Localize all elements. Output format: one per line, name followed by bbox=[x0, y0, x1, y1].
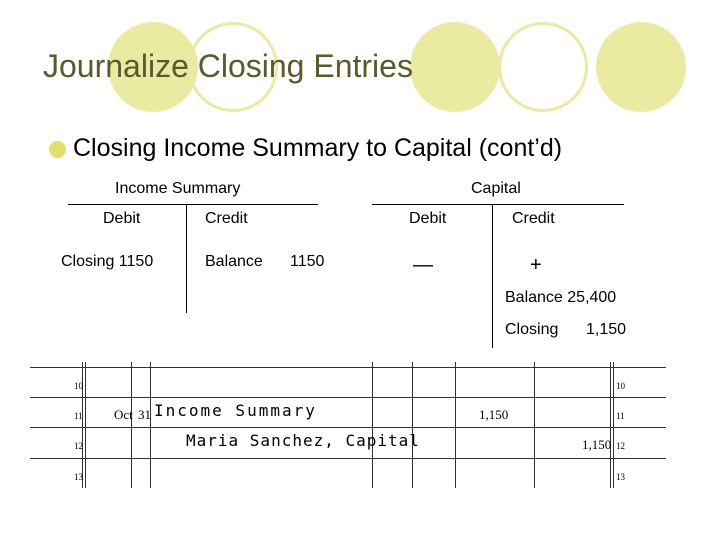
income-summary-debit-header: Debit bbox=[103, 210, 141, 227]
decor-circle-5 bbox=[596, 22, 686, 112]
income-summary-divider bbox=[186, 205, 187, 313]
journal-col-line bbox=[455, 362, 456, 488]
capital-credit-closing-label: Closing bbox=[505, 321, 559, 338]
journal-line-number-right: 13 bbox=[616, 472, 625, 482]
journal-col-line bbox=[412, 362, 413, 488]
bullet-icon bbox=[49, 141, 66, 158]
journal-entry1-debit: 1,150 bbox=[479, 407, 509, 422]
general-journal-image bbox=[30, 362, 666, 488]
bullet-text: Closing Income Summary to Capital (cont’d) bbox=[73, 134, 563, 162]
journal-entry1-account: Income Summary bbox=[154, 401, 317, 420]
journal-line-number: 12 bbox=[74, 441, 83, 451]
capital-debit-sign: — bbox=[413, 254, 433, 276]
journal-day: 31 bbox=[138, 407, 151, 422]
capital-title: Capital bbox=[471, 180, 521, 197]
journal-col-line bbox=[534, 362, 535, 488]
journal-line-number: 13 bbox=[74, 472, 83, 482]
journal-entry2-credit: 1,150 bbox=[582, 437, 612, 452]
decor-circle-3 bbox=[410, 22, 500, 112]
journal-line-number: 10 bbox=[74, 381, 83, 391]
slide-title: Journalize Closing Entries bbox=[43, 48, 413, 84]
income-summary-debit-entry: Closing 1150 bbox=[61, 253, 154, 270]
journal-month: Oct bbox=[114, 407, 133, 422]
capital-credit-sign: + bbox=[530, 254, 542, 276]
journal-line-number-right: 12 bbox=[616, 441, 625, 451]
journal-row-line bbox=[30, 458, 666, 459]
decor-circle-4 bbox=[498, 22, 588, 112]
journal-col-line bbox=[613, 362, 614, 488]
journal-row-line bbox=[30, 427, 666, 428]
journal-col-line bbox=[610, 362, 611, 488]
income-summary-title: Income Summary bbox=[115, 180, 241, 197]
income-summary-credit-amount: 1150 bbox=[290, 253, 325, 270]
journal-col-line bbox=[85, 362, 86, 488]
income-summary-credit-header: Credit bbox=[205, 210, 248, 227]
income-summary-top-line bbox=[68, 204, 318, 205]
journal-line-number-right: 11 bbox=[616, 411, 625, 421]
capital-credit-header: Credit bbox=[512, 210, 555, 227]
income-summary-credit-label: Balance bbox=[205, 253, 263, 270]
journal-row-line bbox=[30, 367, 666, 368]
capital-top-line bbox=[372, 204, 624, 205]
capital-credit-closing-amount: 1,150 bbox=[586, 321, 627, 338]
capital-divider bbox=[492, 205, 493, 348]
journal-entry2-account: Maria Sanchez, Capital bbox=[186, 431, 420, 450]
journal-col-line bbox=[372, 362, 373, 488]
journal-line-number: 11 bbox=[74, 411, 83, 421]
journal-col-line bbox=[150, 362, 151, 488]
journal-line-number-right: 10 bbox=[616, 381, 625, 391]
capital-debit-header: Debit bbox=[409, 210, 447, 227]
journal-col-line bbox=[131, 362, 132, 488]
capital-credit-balance: Balance 25,400 bbox=[505, 289, 617, 306]
journal-row-line bbox=[30, 397, 666, 398]
